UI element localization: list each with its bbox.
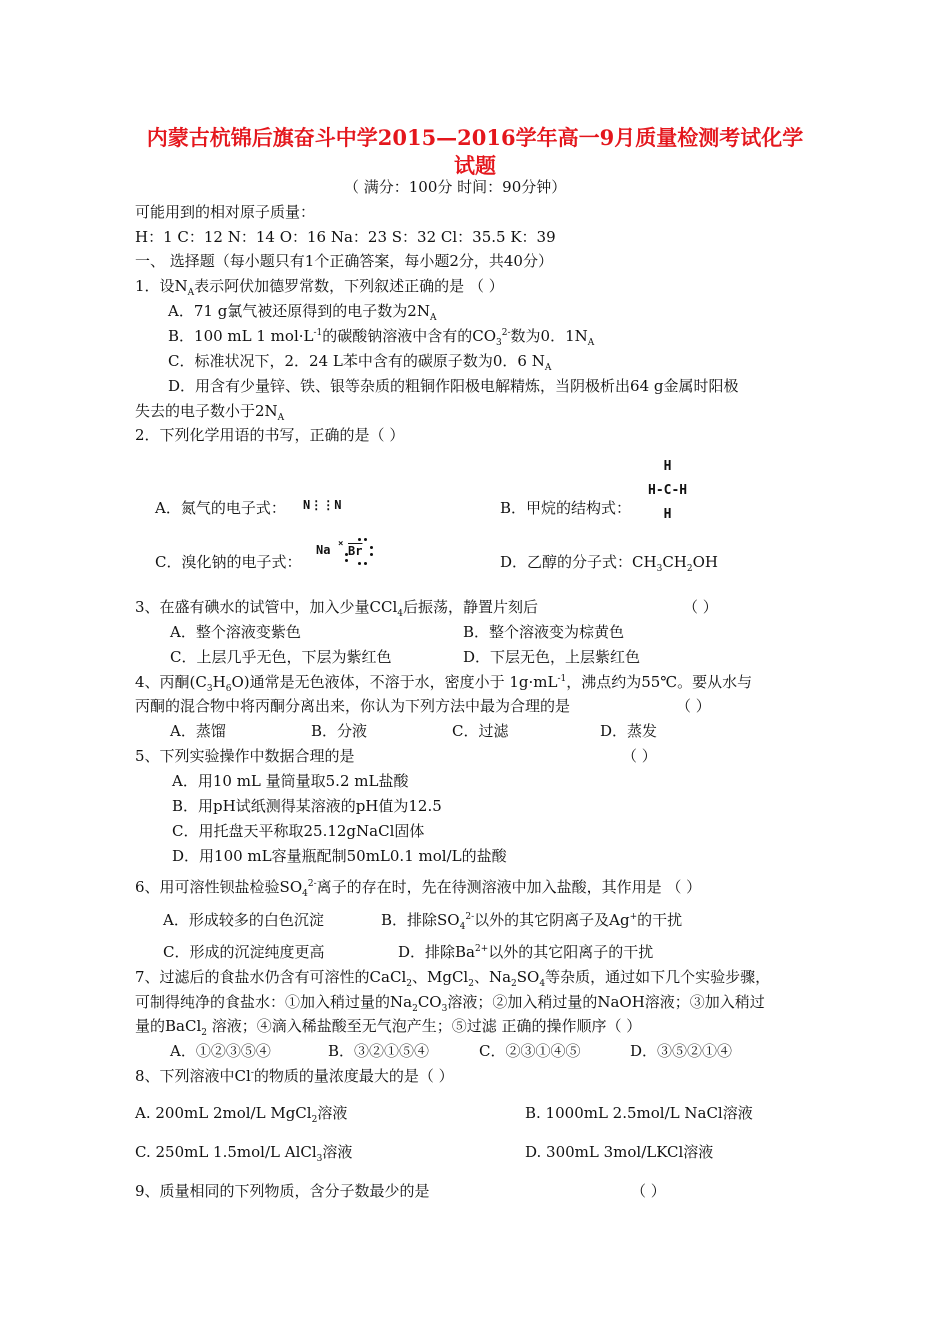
q4-option-c: C．过滤: [452, 722, 509, 740]
q7-stem-line1: 7、过滤后的食盐水仍含有可溶性的CaCl$_2$、MgCl$_2$、$Na_2SO_4$等杂质，通过如下几个实验步骤，: [135, 968, 771, 989]
q8-option-b: B. 1000mL 2.5mol/L NaCl溶液: [525, 1104, 753, 1122]
q8-stem: 8、下列溶液中Cl-的物质的量浓度最大的是（ ）: [135, 1067, 454, 1085]
atomic-masses: H：1 C：12 N：14 O：16 Na：23 S：32 Cl：35.5 K：39: [135, 228, 556, 246]
q4-option-a: A．蒸馏: [170, 722, 226, 740]
q5-option-c: C．用托盘天平称取25.12gNaCl固体: [172, 822, 425, 840]
exam-title-line1: 内蒙古杭锦后旗奋斗中学2015—2016学年高一9月质量检测考试化学: [146, 125, 804, 150]
q9-stem: 9、质量相同的下列物质，含分子数最少的是: [135, 1182, 430, 1200]
q5-option-d: D．用100 mL容量瓶配制50mL0.1 mol/L的盐酸: [172, 847, 507, 865]
q7-stem-line2: 可制得纯净的食盐水：①加入稍过量的$Na_2CO_3$溶液；②加入稍过量的NaOH溶液；③加入稍过: [135, 993, 765, 1014]
q3-option-b: B．整个溶液变为棕黄色: [463, 623, 625, 641]
q1-option-b: B．100 mL 1 $mol\cdot L^{-1}$的碳酸钠溶液中含有的$CO_3^{2-}$数为0．$1N_A$: [168, 327, 595, 348]
q1-stem: 1．设$N_A$表示阿伏加德罗常数，下列叙述正确的是 （ ）: [135, 277, 504, 298]
q3-answer-paren: （ ）: [683, 598, 718, 616]
q3-option-d: D．下层无色，上层紫红色: [463, 648, 641, 666]
methane-structural-formula: H H-C-H H: [648, 459, 688, 522]
q6-option-a: A．形成较多的白色沉淀: [163, 911, 324, 929]
score-time: （ 满分：100分 时间：90分钟）: [344, 178, 567, 196]
q4-stem-line1: 4、丙酮$(C_3H_6O)$通常是无色液体，不溶于水，密度小于 $1g\cdot mL^{-1}$，沸点约为55℃。要从水与: [135, 673, 753, 694]
atomic-mass-label: 可能用到的相对原子质量：: [135, 203, 316, 221]
q1-option-c: C．标准状况下，2．24 L苯中含有的碳原子数为0．6 $N_A$: [168, 352, 552, 373]
q4-answer-paren: （ ）: [676, 697, 711, 715]
q2-option-d: D．乙醇的分子式：$CH_3CH_2OH$: [500, 553, 719, 574]
exam-title-line2: 试题: [454, 153, 496, 178]
q8-option-a: A. 200mL 2mol/L MgCl$_2$溶液: [135, 1104, 348, 1125]
q3-stem: 3、在盛有碘水的试管中，加入少量CCl$_4$后振荡，静置片刻后: [135, 598, 539, 619]
q1-option-a: A．71 g氯气被还原得到的电子数为$2N_A$: [168, 302, 437, 323]
q7-option-b: B．③②①⑤④: [328, 1042, 430, 1060]
sodium-bromide-electron-formula: [316, 538, 376, 572]
q2-option-c: C．溴化钠的电子式：: [155, 553, 302, 571]
q6-stem: 6、用可溶性钡盐检验$SO_4^{2-}$离子的存在时，先在待测溶液中加入盐酸，其作用是 （ ）: [135, 878, 702, 899]
q5-stem: 5、下列实验操作中数据合理的是: [135, 747, 355, 765]
q3-option-c: C．上层几乎无色，下层为紫红色: [170, 648, 392, 666]
q2-stem: 2．下列化学用语的书写，正确的是（ ）: [135, 426, 405, 444]
q7-option-d: D．③⑤②①④: [630, 1042, 733, 1060]
q4-option-d: D．蒸发: [600, 722, 658, 740]
q2-option-b: B．甲烷的结构式：: [500, 499, 632, 517]
q8-option-d: D. 300mL 3mol/LKCl溶液: [525, 1143, 714, 1161]
nitrogen-electron-formula: N⋮⋮N: [303, 498, 342, 512]
q3-option-a: A．整个溶液变紫色: [170, 623, 301, 641]
br-symbol: $\overline{Br}$: [348, 544, 363, 558]
q7-stem-line3: 量的BaCl$_2$ 溶液；④滴入稀盐酸至无气泡产生；⑤过滤 正确的操作顺序（ ）: [135, 1017, 642, 1038]
q7-option-c: C．②③①④⑤: [479, 1042, 581, 1060]
q1-option-d-line1: D．用含有少量锌、铁、银等杂质的粗铜作阳极电解精炼，当阴极析出64 g金属时阳极: [168, 377, 739, 395]
q2-option-a: A．氮气的电子式：: [155, 499, 286, 517]
q8-option-c: C. 250mL 1.5mol/L AlCl$_3$溶液: [135, 1143, 353, 1164]
q6-option-c: C．形成的沉淀纯度更高: [163, 943, 325, 961]
q5-answer-paren: （ ）: [622, 747, 657, 765]
q7-option-a: A．①②③⑤④: [170, 1042, 271, 1060]
q9-answer-paren: （ ）: [631, 1182, 666, 1200]
q1-option-d-line2: 失去的电子数小于$2N_A$: [135, 402, 285, 423]
transfer-cross: ×: [338, 539, 344, 549]
q4-stem-line2: 丙酮的混合物中将丙酮分离出来，你认为下列方法中最为合理的是: [135, 697, 571, 715]
q5-option-a: A．用10 mL 量筒量取5.2 mL盐酸: [172, 772, 409, 790]
q5-option-b: B．用pH试纸测得某溶液的pH值为12.5: [172, 797, 442, 815]
q6-option-b: B．排除$SO_4^{2-}$以外的其它阴离子及Ag+的干扰: [381, 911, 683, 932]
q4-option-b: B．分液: [311, 722, 368, 740]
section-heading: 一、 选择题（每小题只有1个正确答案，每小题2分，共40分）: [135, 252, 553, 270]
q6-option-d: D．排除$Ba^{2+}$以外的其它阳离子的干扰: [398, 943, 654, 961]
na-symbol: Na: [316, 543, 331, 557]
